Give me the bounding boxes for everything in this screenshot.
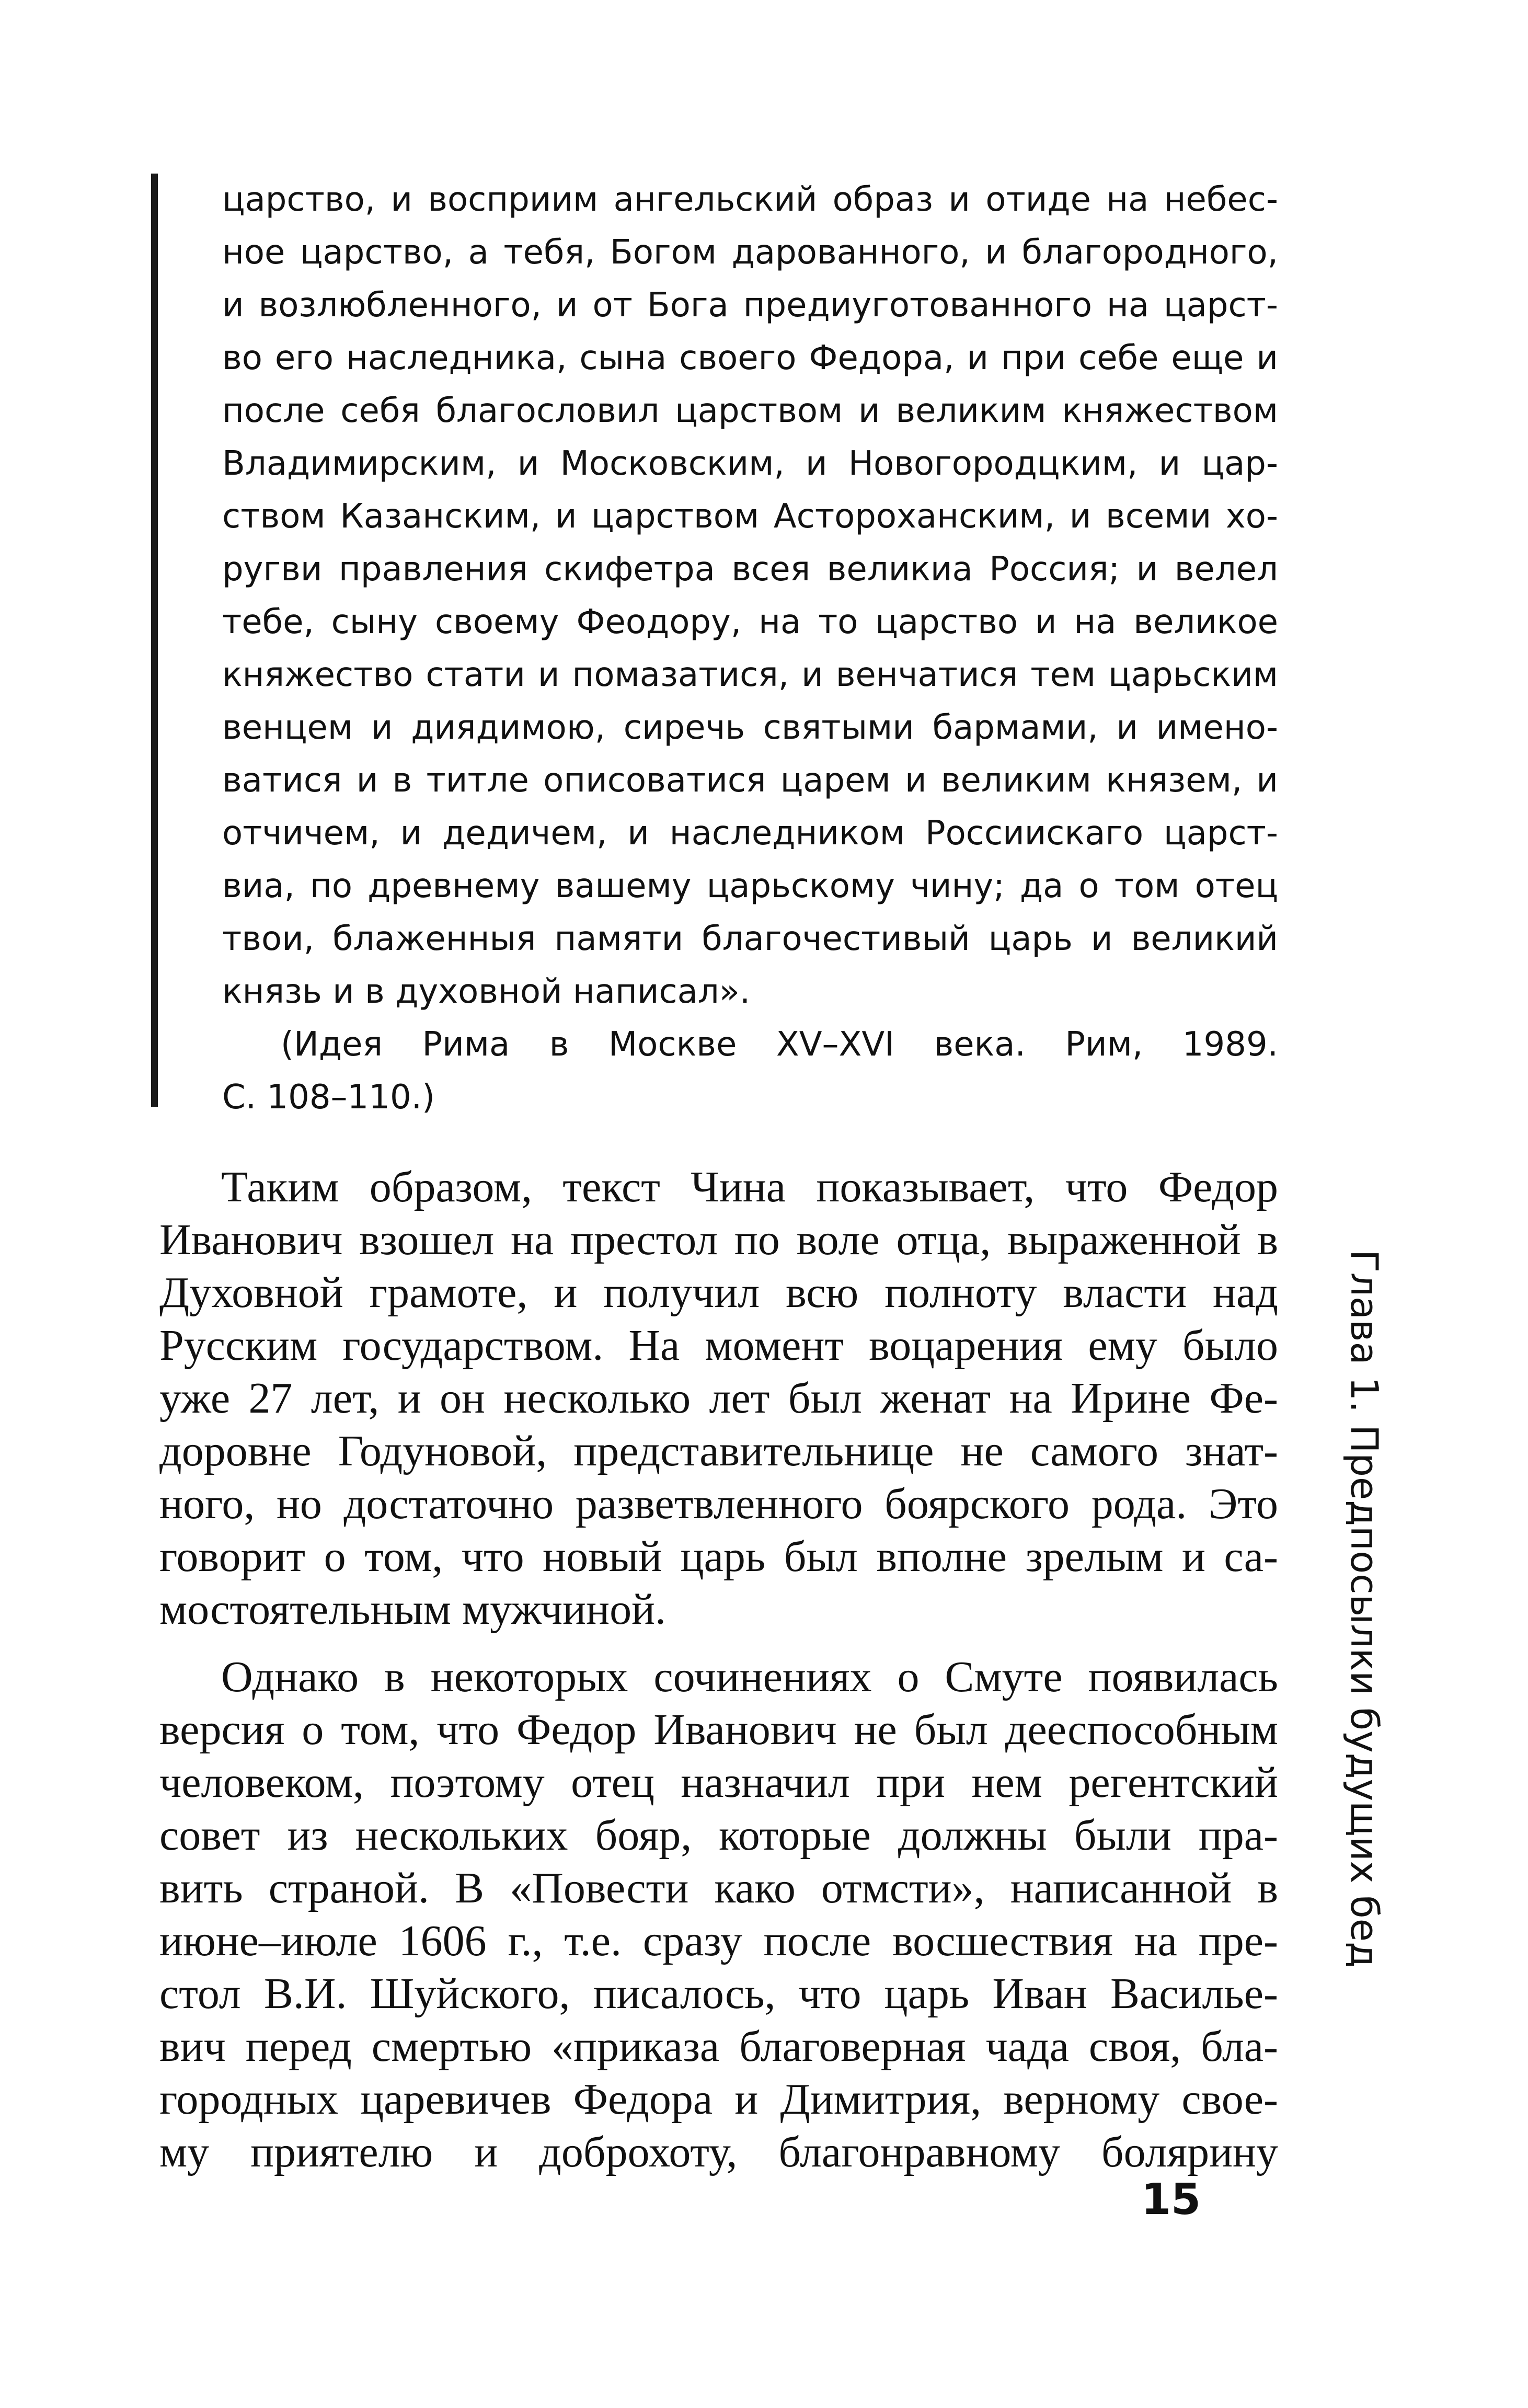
paragraph-1-line: говорит о том, что новый царь был вполне зрелым и са- xyxy=(159,1532,1278,1581)
quote-margin-bar xyxy=(151,174,158,1107)
paragraph-1-line: Русским государством. На момент воцарения ему было xyxy=(159,1321,1278,1370)
quote-line: ватися и в титле описоватися царем и великим князем, и xyxy=(222,761,1278,800)
paragraph-1-line: доровне Годуновой, представительнице не самого знат- xyxy=(159,1427,1278,1475)
quote-line: и возлюбленного, и от Бога предиуготованного на царст- xyxy=(222,286,1278,325)
block-quote xyxy=(222,174,1278,1124)
quote-line: тебе, сыну своему Феодору, на то царство и на великое xyxy=(222,603,1278,641)
quote-line: ством Казанским, и царством Астороханским, и всеми хо- xyxy=(222,497,1278,536)
quote-line: твои, блаженныя памяти благочестивый царь и великий xyxy=(222,920,1278,958)
paragraph-2-line: городных царевичев Федора и Димитрия, верному свое- xyxy=(159,2075,1278,2124)
quote-source-line: С. 108–110.) xyxy=(222,1078,435,1117)
quote-line: венцем и диядимою, сиречь святыми бармами, и имено- xyxy=(222,708,1278,747)
running-head: Глава 1. Предпосылки будущих бед xyxy=(1342,1249,1386,1968)
paragraph-2-line: му приятелю и доброхоту, благонравному болярину xyxy=(159,2128,1278,2176)
paragraph-2-line: Однако в некоторых сочинениях о Смуте появилась xyxy=(221,1653,1278,1701)
quote-line: ное царство, а тебя, Богом дарованного, и благородного, xyxy=(222,233,1278,272)
paragraph-2-line: совет из нескольких бояр, которые должны были пра- xyxy=(159,1811,1278,1860)
quote-line: ругви правления скифетра всея великиа Россия; и велел xyxy=(222,550,1278,589)
quote-line: Владимирским, и Московским, и Новогородцким, и цар- xyxy=(222,444,1278,483)
paragraph-1-line: ного, но достаточно разветвленного боярского рода. Это xyxy=(159,1480,1278,1528)
paragraph-2-line: стол В.И. Шуйского, писалось, что царь Иван Василье- xyxy=(159,1969,1278,2018)
quote-line: виа, по древнему вашему царьскому чину; да о том отец xyxy=(222,867,1278,905)
quote-line: во его наследника, сына своего Федора, и при себе еще и xyxy=(222,339,1278,377)
quote-line: княжество стати и помазатися, и венчатися тем царьским xyxy=(222,656,1278,694)
paragraph-2-line: вить страной. В «Повести како отмсти», написанной в xyxy=(159,1864,1278,1912)
paragraph-2-line: вич перед смертью «приказа благоверная чада своя, бла- xyxy=(159,2022,1278,2071)
quote-source-line: (Идея Рима в Москве XV–XVI века. Рим, 1989. xyxy=(281,1025,1278,1064)
paragraph-2-line: версия о том, что Федор Иванович не был дееспособным xyxy=(159,1705,1278,1754)
paragraph-1-line: уже 27 лет, и он несколько лет был женат на Ирине Фе- xyxy=(159,1374,1278,1423)
quote-line: после себя благословил царством и великим княжеством xyxy=(222,392,1278,430)
page-number: 15 xyxy=(1141,2175,1201,2224)
paragraph-1-line: Иванович взошел на престол по воле отца, выраженной в xyxy=(159,1216,1278,1264)
paragraph-2-line: человеком, поэтому отец назначил при нем регентский xyxy=(159,1758,1278,1807)
paragraph-2-line: июне–июле 1606 г., т.е. сразу после восшествия на пре- xyxy=(159,1917,1278,1965)
body-text xyxy=(159,1161,1278,2178)
paragraph-1-line: Таким образом, текст Чина показывает, что Федор xyxy=(221,1163,1278,1211)
paragraph-1-line: мостоятельным мужчиной. xyxy=(159,1585,667,1634)
paragraph-1-line: Духовной грамоте, и получил всю полноту власти над xyxy=(159,1268,1278,1317)
quote-line: отчичем, и дедичем, и наследником Россиискаго царст- xyxy=(222,814,1278,853)
running-head-container xyxy=(1328,1249,1401,1992)
quote-line: царство, и восприим ангельский образ и отиде на небес- xyxy=(222,180,1278,219)
quote-line: князь и в духовной написал». xyxy=(222,972,751,1011)
